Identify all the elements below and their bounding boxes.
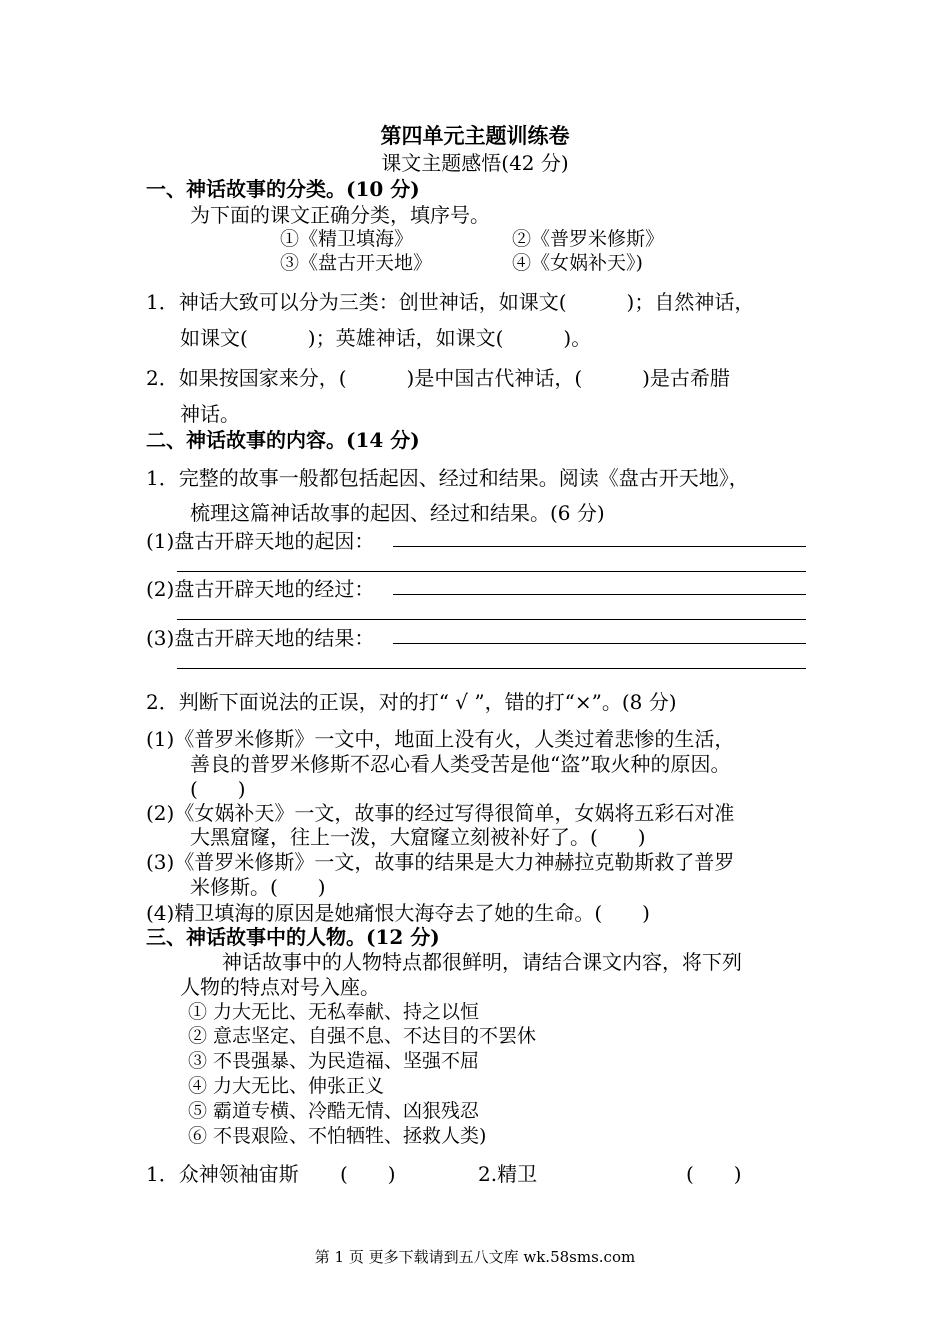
page-footer: 第 1 页 更多下载请到五八文库 wk.58sms.com: [314, 1248, 636, 1266]
judge2-line2: 大黑窟窿，往上一泼，大窟窿立刻被补好了。( ): [190, 825, 646, 849]
trait-3: ③ 不畏强暴、为民造福、坚强不屈: [188, 1050, 480, 1072]
option-3: ③《盘古开天地》: [280, 252, 433, 274]
section1-instruction: 为下面的课文正确分类，填序号。: [190, 203, 490, 227]
judge3-line2: 米修斯。( ): [190, 875, 326, 899]
answer-line-cause-1[interactable]: [393, 546, 806, 547]
page-subtitle: 课文主题感悟(42 分): [381, 151, 569, 175]
judge1-line2: 善良的普罗米修斯不忍心看人类受苦是他“盗”取火种的原因。: [190, 752, 731, 776]
trait-6: ⑥ 不畏艰险、不怕牺牲、拯救人类): [188, 1125, 487, 1147]
s3-q1-blank[interactable]: ( ): [340, 1162, 396, 1186]
judge1-blank[interactable]: ( ): [190, 777, 246, 801]
section3-intro-line2: 人物的特点对号入座。: [180, 975, 380, 999]
option-1: ①《精卫填海》: [280, 228, 414, 250]
s3-q2-label: 2.精卫: [478, 1162, 538, 1186]
section3-intro-line1: 神话故事中的人物特点都很鲜明，请结合课文内容，将下列: [222, 950, 742, 974]
s1-question2-line1: 2．如果按国家来分，( )是中国古代神话，( )是古希腊: [146, 366, 730, 390]
s2-question1-line1: 1．完整的故事一般都包括起因、经过和结果。阅读《盘古开天地》，: [146, 466, 749, 490]
option-4: ④《女娲补天》): [512, 252, 643, 274]
prompt-process: (2)盘古开辟天地的经过：: [146, 577, 375, 601]
answer-line-process-2[interactable]: [177, 619, 806, 620]
trait-5: ⑤ 霸道专横、冷酷无情、凶狠残忍: [188, 1100, 480, 1122]
judge1-line1: (1)《普罗米修斯》一文中，地面上没有火，人类过着悲惨的生活，: [146, 727, 735, 751]
section2-heading: 二、神话故事的内容。(14 分): [146, 428, 420, 452]
trait-2: ② 意志坚定、自强不息、不达目的不罢休: [188, 1025, 537, 1047]
s3-q2-blank[interactable]: ( ): [686, 1162, 742, 1186]
judge4: (4)精卫填海的原因是她痛恨大海夺去了她的生命。( ): [146, 901, 650, 925]
prompt-result: (3)盘古开辟天地的结果：: [146, 626, 375, 650]
page-title: 第四单元主题训练卷: [380, 123, 570, 148]
answer-line-process-1[interactable]: [393, 594, 806, 595]
section3-heading: 三、神话故事中的人物。(12 分): [146, 925, 440, 949]
judge3-line1: (3)《普罗米修斯》一文，故事的结果是大力神赫拉克勒斯救了普罗: [146, 850, 735, 874]
trait-4: ④ 力大无比、伸张正义: [188, 1075, 385, 1097]
s1-question2-line2: 神话。: [180, 402, 240, 426]
judge2-line1: (2)《女娲补天》一文，故事的经过写得很简单，女娲将五彩石对准: [146, 801, 735, 825]
trait-1: ① 力大无比、无私奉献、持之以恒: [188, 1001, 480, 1023]
prompt-cause: (1)盘古开辟天地的起因：: [146, 529, 375, 553]
answer-line-cause-2[interactable]: [177, 571, 806, 572]
s2-question1-line2: 梳理这篇神话故事的起因、经过和结果。(6 分): [190, 501, 605, 525]
section1-heading: 一、神话故事的分类。(10 分): [146, 177, 420, 201]
answer-line-result-2[interactable]: [177, 668, 806, 669]
s1-question1-line2: 如课文( )；英雄神话，如课文( )。: [180, 326, 592, 350]
s1-question1-line1: 1．神话大致可以分为三类：创世神话，如课文( )；自然神话，: [146, 290, 755, 314]
s2-question2: 2．判断下面说法的正误，对的打“ √ ”，错的打“×”。(8 分): [146, 690, 677, 714]
answer-line-result-1[interactable]: [393, 643, 806, 644]
s3-q1-label: 1．众神领袖宙斯: [146, 1162, 299, 1186]
option-2: ②《普罗米修斯》: [512, 228, 665, 250]
